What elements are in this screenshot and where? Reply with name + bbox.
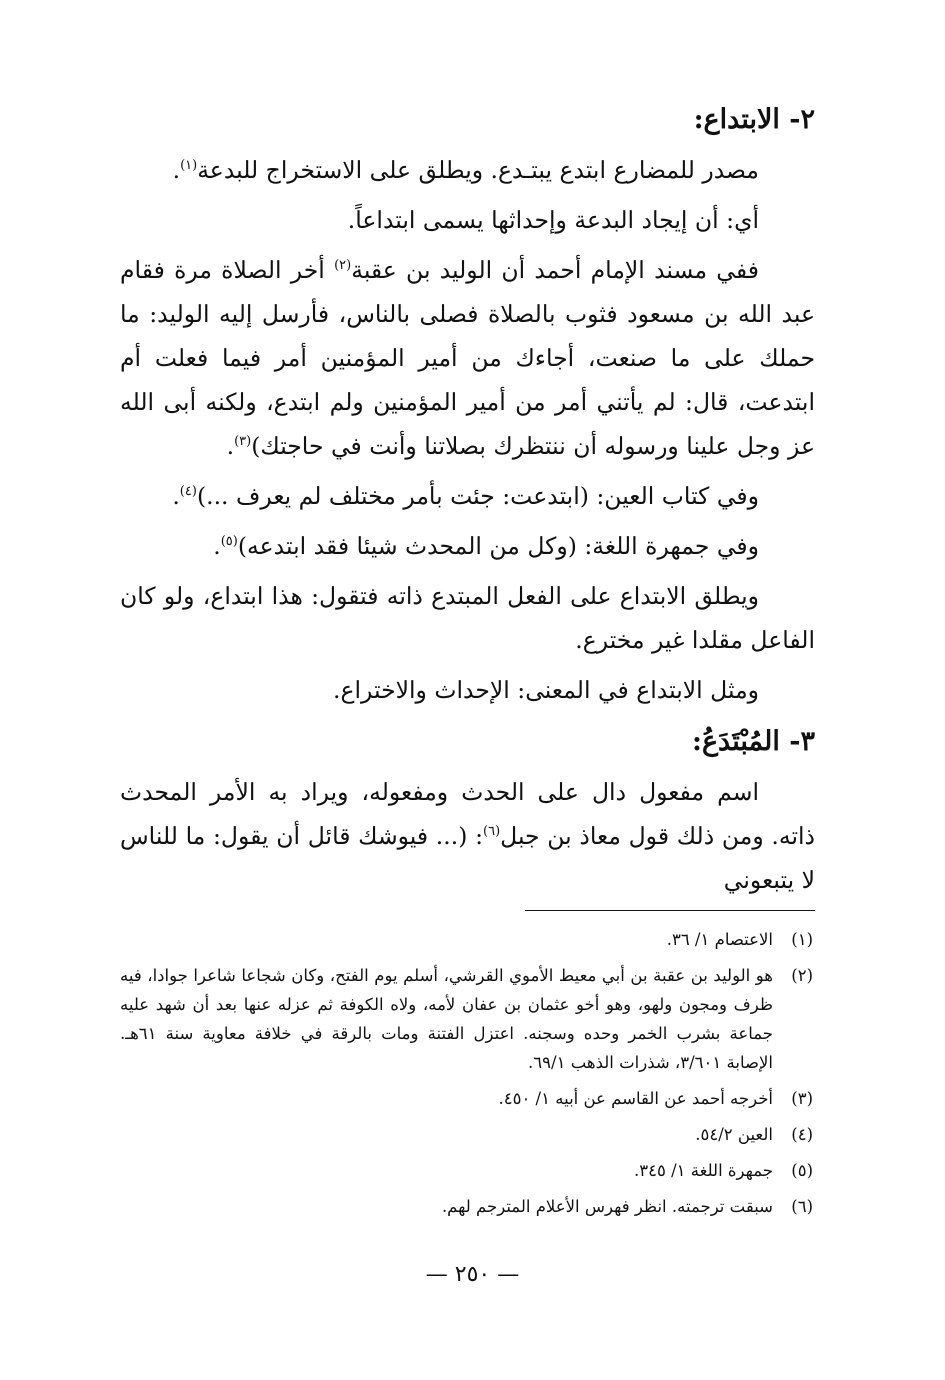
paragraph-text: مصدر للمضارع ابتدع يبتـدع. ويطلق على الاستخراج للبدعة — [197, 156, 759, 184]
footnote-number: (٢) — [791, 966, 813, 985]
footnote-ref-4: (٤) — [179, 484, 197, 500]
section-heading-ibtida: ٢- الابتداع: — [693, 104, 815, 135]
paragraph-text: اسم مفعول دال على الحدث ومفعوله، ويراد به الأمر المحدث ذاته. ومن ذلك قول معاذ بن جبل — [120, 778, 815, 850]
footnote-text: جمهرة اللغة ١/ ٣٤٥. — [634, 1161, 773, 1180]
paragraph-end: . — [172, 156, 181, 184]
footnote-item — [120, 961, 815, 1077]
footnote-ref-2: (٢) — [334, 258, 352, 274]
paragraph-end: . — [213, 532, 221, 560]
footnote-number: (٦) — [791, 1197, 813, 1216]
footnote-number: (٣) — [791, 1089, 813, 1108]
footnote-text: سبقت ترجمته. انظر فهرس الأعلام المترجم لهم. — [441, 1197, 773, 1216]
footnote-item — [120, 925, 815, 954]
footnote-ref-1: (١) — [180, 158, 198, 174]
paragraph-meaning: أي: أن إيجاد البدعة وإحداثها يسمى ابتداعاً. — [347, 206, 759, 234]
section-heading-mubtada: ٣- المُبْتَدَعُ: — [691, 726, 815, 757]
footnote-number: (٤) — [791, 1125, 813, 1144]
paragraph-text: وفي جمهرة اللغة: (وكل من المحدث شيئا فقد ابتدعه) — [237, 532, 759, 560]
footnote-divider — [525, 910, 815, 911]
paragraph-definition — [120, 148, 815, 192]
footnote-ref-5: (٥) — [220, 534, 238, 550]
footnote-text: هو الوليد بن عقبة بن أبي معيط الأموي القرشي، أسلم يوم الفتح، وكان شجاعا شاعرا جوادا، فيه ظرف ومجون ولهو، وهو أخو عثمان بن عفان لأمه، ولاه الكوفة ثم عزله عنها بعد أن شهد عليه جماعة بشرب الخمر وحده وسجنه. اعتزل الفتنة ومات بالرقة في خلافة معاوية سنة ٦١هـ. الإصابة ٣/٦٠١، شذرات الذهب ٦٩/١. — [120, 966, 773, 1072]
paragraph-text-cont: أخر الصلاة مرة فقام عبد الله بن مسعود فثوب بالصلاة فصلى بالناس، فأرسل إليه الوليد: ما حملك على ما صنعت، أجاءك من أمير المؤمنين أمر فيما فعلت أم ابتدعت، قال: لم يأتني أمر من أمير المؤمنين ولم ابتدع، ولكنه أبى الله عز وجل علينا ورسوله أن ننتظرك بصلاتنا وأنت في حاجتك) — [120, 256, 815, 460]
footnote-item — [120, 1156, 815, 1185]
paragraph-text-cont: : (... فيوشك قائل أن يقول: ما للناس لا يتبعوني — [120, 822, 815, 894]
paragraph-end: . — [172, 482, 180, 510]
footnote-item — [120, 1084, 815, 1113]
footnote-text: أخرجه أحمد عن القاسم عن أبيه ١/ ٤٥٠. — [498, 1089, 773, 1108]
paragraph-synonyms: ومثل الابتداع في المعنى: الإحداث والاختراع. — [333, 676, 759, 704]
footnote-number: (١) — [791, 930, 813, 949]
paragraph-text: ففي مسند الإمام أحمد أن الوليد بن عقبة — [351, 256, 759, 284]
paragraph-kitab-al-ayn — [120, 474, 815, 518]
footnote-item — [120, 1192, 815, 1221]
paragraph-end: . — [226, 432, 235, 460]
footnote-ref-3: (٣) — [234, 434, 252, 450]
paragraph-text: وفي كتاب العين: (ابتدعت: جئت بأمر مختلف لم يعرف ...) — [196, 482, 759, 510]
paragraph-jamharat — [120, 524, 815, 568]
footnote-text: العين ٥٤/٢. — [695, 1125, 773, 1144]
footnote-number: (٥) — [791, 1161, 813, 1180]
footnote-ref-6: (٦) — [483, 824, 501, 840]
footnotes — [120, 925, 815, 1221]
paragraph-ism-maful — [120, 770, 815, 902]
footnote-text: الاعتصام ١/ ٣٦. — [666, 930, 773, 949]
page-body — [120, 100, 815, 1228]
paragraph-musnad — [120, 248, 815, 468]
footnote-item — [120, 1120, 815, 1149]
page-number: — ٢٥٠ — — [425, 1262, 520, 1287]
paragraph-act: ويطلق الابتداع على الفعل المبتدع ذاته فتقول: هذا ابتداع، ولو كان الفاعل مقلدا غير مخترع. — [120, 582, 815, 654]
